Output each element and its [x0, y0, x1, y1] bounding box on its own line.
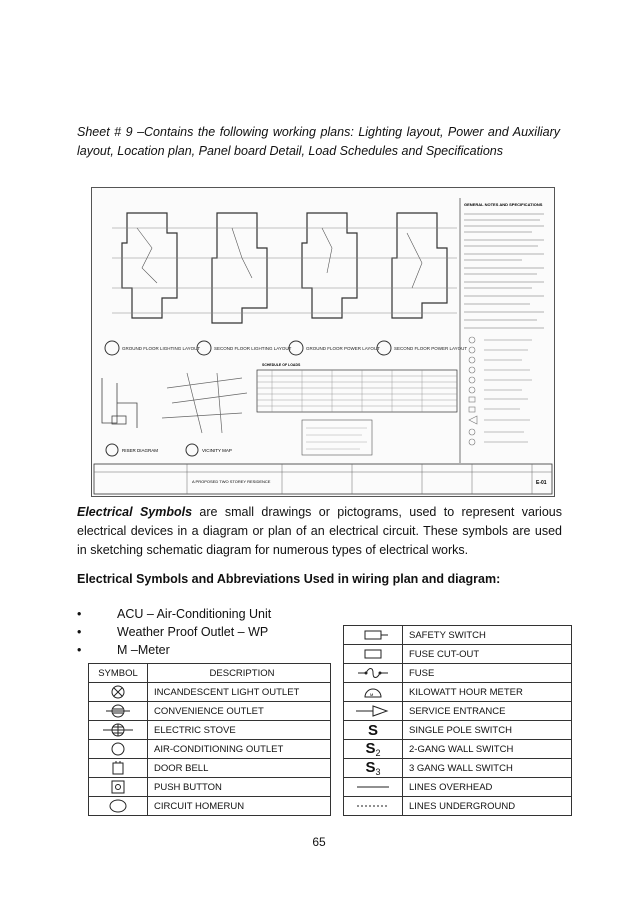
two-gang-switch-icon: $S_2$: [344, 740, 403, 759]
incandescent-light-outlet-icon: [108, 684, 128, 700]
table-row: CIRCUIT HOMERUN: [89, 797, 331, 816]
electrical-plan-drawing: [91, 187, 555, 497]
kilowatt-hour-meter-icon: [355, 685, 391, 699]
table-row: LINES UNDERGROUND: [344, 797, 572, 816]
table-row: SERVICE ENTRANCE: [344, 702, 572, 721]
circuit-homerun-icon: [107, 798, 129, 814]
symbols-heading: Electrical Symbols and Abbreviations Used in wiring plan and diagram:: [77, 572, 501, 586]
page-number: 65: [312, 835, 326, 849]
electric-stove-icon: [101, 722, 135, 738]
list-item: • Weather Proof Outlet – WP: [77, 625, 269, 639]
three-gang-switch-icon: $S_3$: [344, 759, 403, 778]
label-riser: RISER DIAGRAM: [122, 448, 159, 453]
table-row: DOOR BELL: [89, 759, 331, 778]
lines-overhead-icon: [353, 780, 393, 794]
label-project: A PROPOSED TWO STOREY RESIDENCE: [192, 479, 271, 484]
table-row: M KILOWATT HOUR METER: [344, 683, 572, 702]
lines-underground-icon: [353, 799, 393, 813]
label-schedule: SCHEDULE OF LOADS: [262, 363, 301, 367]
table-row: CONVENIENCE OUTLET: [89, 702, 331, 721]
table-row: ELECTRIC STOVE: [89, 721, 331, 740]
label-second-power: SECOND FLOOR POWER LAYOUT: [394, 346, 468, 351]
list-item: • ACU – Air-Conditioning Unit: [77, 607, 272, 621]
convenience-outlet-icon: [104, 703, 132, 719]
table-header-row: [89, 664, 331, 683]
abbreviation-list: [77, 605, 271, 659]
door-bell-icon: [108, 760, 128, 776]
paragraph-body: are small drawings or pictograms, used to represent various electrical devices in a diagram or plan of an electrical circuit. These symbols are used in sketching schematic diagram for numerous types of electrical works.: [77, 505, 562, 557]
table-row: LINES OVERHEAD: [344, 778, 572, 797]
symbols-table-right: [343, 625, 572, 816]
service-entrance-icon: [353, 704, 393, 718]
push-button-icon: [108, 779, 128, 795]
fuse-cutout-icon: [355, 647, 391, 661]
table-row: $S_2$ 2-GANG WALL SWITCH: [344, 740, 572, 759]
table-row: FUSE: [344, 664, 572, 683]
table-row: $S_3$ 3 GANG WALL SWITCH: [344, 759, 572, 778]
header-symbol: SYMBOL: [89, 664, 148, 683]
label-ground-power: GROUND FLOOR POWER LAYOUT: [306, 346, 380, 351]
table-row: AIR-CONDITIONING OUTLET: [89, 740, 331, 759]
svg-text:M: M: [370, 692, 374, 697]
table-row: PUSH BUTTON: [89, 778, 331, 797]
plan-sheet-graphic: [92, 188, 554, 496]
label-ground-lighting: GROUND FLOOR LIGHTING LAYOUT: [122, 346, 201, 351]
label-second-lighting: SECOND FLOOR LIGHTING LAYOUT: [214, 346, 292, 351]
table-row: SAFETY SWITCH: [344, 626, 572, 645]
paragraph-bold-term: Electrical Symbols: [77, 505, 193, 519]
electrical-symbols-paragraph: [77, 503, 562, 560]
aircon-outlet-icon: [108, 741, 128, 757]
safety-switch-icon: [355, 628, 391, 642]
single-pole-switch-icon: S: [344, 721, 403, 740]
list-item: • M –Meter: [77, 643, 170, 657]
label-notes-title: GENERAL NOTES AND SPECIFICATIONS: [464, 202, 543, 207]
header-description: DESCRIPTION: [148, 664, 331, 683]
table-row: FUSE CUT-OUT: [344, 645, 572, 664]
label-sheet-number: E-01: [536, 480, 547, 486]
label-vicinity: VICINITY MAP: [202, 448, 232, 453]
table-row: S SINGLE POLE SWITCH: [344, 721, 572, 740]
symbols-table-left: [88, 663, 331, 816]
fuse-icon: [355, 666, 391, 680]
table-row: INCANDESCENT LIGHT OUTLET: [89, 683, 331, 702]
intro-text: Sheet # 9 –Contains the following working plans: Lighting layout, Power and Auxiliary layout, Location plan, Panel board Detail, Load Schedules and Specifications: [77, 125, 560, 158]
